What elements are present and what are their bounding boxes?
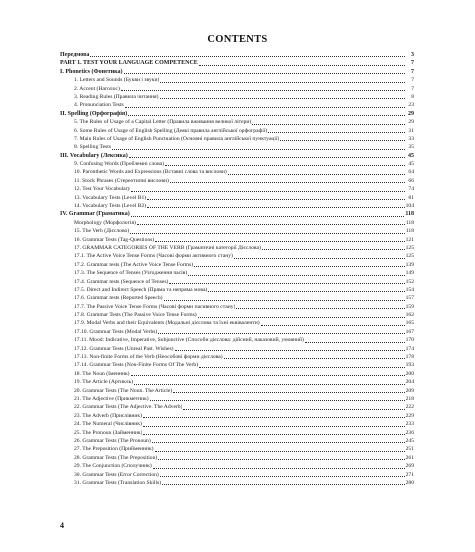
toc-entry [60, 395, 414, 403]
toc-entry [60, 437, 414, 445]
toc-leader-dots [121, 90, 405, 91]
toc-entry-page: 121 [405, 236, 414, 243]
toc-entry-page: 149 [405, 270, 414, 277]
toc-entry-title: 17.7. The Passive Voice Tense Forms (Часові форми пасивного стану) [74, 303, 236, 310]
toc-leader-dots [199, 65, 405, 66]
toc-entry [60, 311, 414, 319]
toc-leader-dots [160, 98, 406, 99]
toc-entry-page: 261 [405, 454, 414, 461]
toc-leader-dots [155, 241, 404, 242]
toc-entry [60, 445, 414, 453]
toc-entry-page: 165 [405, 320, 414, 327]
toc-leader-dots [236, 308, 404, 309]
toc-entry-page: 45 [408, 152, 414, 159]
toc-leader-dots [153, 468, 405, 469]
toc-entry [60, 462, 414, 470]
toc-entry-title: 24. The Numeral (Числівник) [74, 421, 142, 428]
toc-entry [60, 345, 414, 353]
toc-entry [60, 361, 414, 369]
toc-entry [60, 269, 414, 277]
toc-leader-dots [130, 233, 405, 234]
toc-leader-dots [165, 165, 405, 166]
toc-leader-dots [228, 174, 405, 175]
toc-entry-page: 66 [408, 177, 414, 184]
toc-entry-page: 7 [411, 68, 414, 75]
toc-entry-page: 23 [408, 102, 414, 109]
toc-entry [60, 236, 414, 244]
toc-entry-page: 118 [405, 219, 414, 226]
toc-entry-title: 18. The Noun (Іменник) [74, 370, 130, 377]
toc-leader-dots [164, 300, 405, 301]
toc-leader-dots [208, 291, 404, 292]
toc-entry-page: 7 [411, 77, 414, 84]
toc-entry-page: 118 [405, 228, 414, 235]
toc-entry-title: 13. Vocabulary Tests (Level B1) [74, 194, 147, 201]
toc-entry-page: 125 [405, 253, 414, 260]
toc-leader-dots [188, 275, 404, 276]
toc-leader-dots [305, 342, 405, 343]
toc-entry-page: 45 [408, 161, 414, 168]
toc-entry-page: 29 [408, 110, 414, 117]
toc-leader-dots [268, 132, 405, 133]
toc-entry-page: 245 [405, 437, 414, 444]
toc-entry-page: 154 [405, 286, 414, 293]
toc-entry-title: 9. Confusing Words (Проблемні слова) [74, 161, 165, 168]
toc-leader-dots [129, 157, 405, 158]
toc-entry [60, 202, 414, 210]
toc-entry-title: 17.2. Grammar tests (The Active Voice Tense Forms) [74, 261, 194, 268]
toc-entry-page: 204 [405, 379, 414, 386]
toc-entry-page: 31 [408, 127, 414, 134]
toc-entry-page: 152 [405, 278, 414, 285]
toc-entry-page: 29 [408, 119, 414, 126]
toc-entry-title: 25. The Pronoun (Займенник) [74, 429, 143, 436]
toc-leader-dots [234, 258, 405, 259]
toc-entry-page: 104 [405, 203, 414, 210]
toc-entry [60, 76, 414, 84]
toc-leader-dots [131, 375, 405, 376]
toc-entry-page: 269 [405, 463, 414, 470]
toc-leader-dots [143, 417, 405, 418]
toc-entry-title: 5. The Rules of Usage of a Capital Letter (Правила вживання великої літери) [74, 119, 252, 126]
toc-entry-title: I. Phonetics (Фонетика) [60, 68, 123, 75]
toc-entry [60, 110, 414, 118]
page-title: CONTENTS [207, 34, 268, 45]
toc-entry-page: 209 [405, 387, 414, 394]
toc-entry-title: Передмова [60, 51, 90, 58]
toc-entry-page: 280 [405, 479, 414, 486]
toc-entry-title: 16. Grammar Tests (Tag-Questions) [74, 236, 155, 243]
toc-entry [60, 479, 414, 487]
toc-leader-dots [147, 199, 405, 200]
toc-leader-dots [224, 358, 405, 359]
toc-entry-title: 31. Grammar Tests (Translation Skills) [74, 479, 162, 486]
toc-leader-dots [199, 367, 405, 368]
toc-entry-title: 17.4. Grammar tests (Sequence of Tenses) [74, 278, 169, 285]
toc-leader-dots [169, 283, 404, 284]
toc-leader-dots [158, 459, 404, 460]
toc-leader-dots [143, 434, 404, 435]
toc-entry [60, 387, 414, 395]
toc-entry-title: 17. GRAMMAR CATEGORIES OF THE VERB (Граматичні категорії Дієслова) [74, 244, 261, 251]
toc-entry-title: III. Vocabulary (Лексика) [60, 152, 128, 159]
toc-entry-title: 11. Stock Phrases (Стереотипні вислови) [74, 177, 169, 184]
toc-leader-dots [175, 350, 405, 351]
toc-entry-title: 1. Letters and Sounds (Букви і звуки) [74, 77, 160, 84]
toc-entry-page: 193 [405, 362, 414, 369]
toc-entry [60, 118, 414, 126]
toc-entry [60, 303, 414, 311]
toc-entry [60, 403, 414, 411]
toc-entry-title: 8. Spelling Tests [74, 144, 111, 151]
toc-entry [60, 51, 414, 59]
toc-leader-dots [125, 107, 405, 108]
toc-entry-page: 125 [405, 244, 414, 251]
toc-entry-page: 7 [411, 85, 414, 92]
toc-entry-title: 17.11. Mood: Indicative, Imperative, Subjunctive (Способи дієслова: дійсний, наказовий, умовний) [74, 337, 304, 344]
toc-entry [60, 261, 414, 269]
toc-entry-title: IV. Grammar (Граматика) [60, 211, 130, 218]
toc-entry-title: 7. Main Rules of Usage of English Punctuation (Основні правила англійської пунктуації) [74, 135, 280, 142]
toc-entry-title: 20. Grammar Tests (The Noun. The Article) [74, 387, 173, 394]
toc-leader-dots [252, 124, 405, 125]
toc-entry-title: 26. Grammar Tests (The Pronoun) [74, 437, 151, 444]
toc-entry-page: 236 [405, 429, 414, 436]
toc-entry [60, 328, 414, 336]
toc-entry [60, 135, 414, 143]
toc-leader-dots [160, 82, 405, 83]
toc-entry-page: 229 [405, 412, 414, 419]
toc-entry-title: 17.9. Modal Verbs and their Equivalents (Модальні дієслова та їхні еквіваленти) [74, 320, 260, 327]
toc-entry-page: 7 [411, 60, 414, 67]
toc-entry-page: 233 [405, 421, 414, 428]
toc-leader-dots [112, 149, 405, 150]
toc-entry [60, 286, 414, 294]
toc-leader-dots [262, 249, 405, 250]
toc-entry [60, 160, 414, 168]
toc-leader-dots [280, 140, 405, 141]
toc-entry [60, 244, 414, 252]
toc-entry [60, 278, 414, 286]
toc-entry [60, 454, 414, 462]
toc-entry-title: 14. Vocabulary Tests (Level B2) [74, 203, 147, 210]
toc-entry-page: 33 [408, 135, 414, 142]
toc-entry [60, 177, 414, 185]
toc-entry [60, 219, 414, 227]
toc-leader-dots [124, 73, 405, 74]
toc-leader-dots [150, 400, 405, 401]
toc-entry-title: II. Spelling (Орфографія) [60, 110, 128, 117]
toc-entry-title: 19. The Article (Артикль) [74, 379, 133, 386]
toc-entry-title: 30. Grammar Tests (Error Correction) [74, 471, 159, 478]
toc-entry [60, 353, 414, 361]
toc-entry-title: 22. Grammar Tests (The Adjective. The Adverb) [74, 404, 183, 411]
toc-entry-title: 21. The Adjective (Прикметник) [74, 396, 149, 402]
toc-entry [60, 210, 414, 218]
toc-leader-dots [134, 384, 405, 385]
toc-entry-title: 17.13. Non-finite Forms of the Verb (Неособові форми дієслова) [74, 354, 223, 361]
toc-leader-dots [90, 56, 405, 57]
toc-entry-page: 64 [408, 169, 414, 176]
toc-entry-title: 3. Reading Rules (Правила читання) [74, 93, 159, 100]
toc-entry-title: 17.3. The Sequence of Tenses (Узгодження часів) [74, 270, 188, 277]
toc-entry [60, 185, 414, 193]
toc-entry-title: 6. Some Rules of Usage of English Spelling (Деякі правила англійської орфографії) [74, 127, 268, 134]
toc-entry [60, 294, 414, 302]
toc-entry-page: 159 [405, 303, 414, 310]
toc-entry-page: 251 [405, 446, 414, 453]
toc-leader-dots [198, 317, 405, 318]
toc-entry-title: 4. Pronunciation Tests [74, 102, 124, 109]
toc-entry-page: 178 [405, 354, 414, 361]
toc-leader-dots [152, 442, 405, 443]
toc-entry [60, 471, 414, 479]
toc-leader-dots [170, 182, 405, 183]
toc-entry-title: 17.5. Direct and Indirect Speech (Пряма та непряма мова) [74, 286, 208, 293]
toc-leader-dots [131, 191, 405, 192]
toc-leader-dots [128, 115, 405, 116]
toc-entry-page: 118 [405, 211, 414, 218]
toc-entry [60, 59, 414, 67]
toc-entry-title: 12. Test Your Vocabulary [74, 186, 131, 193]
toc-entry [60, 127, 414, 135]
toc-entry-title: 27. The Preposition (Прийменник) [74, 446, 154, 453]
toc-leader-dots [143, 426, 405, 427]
toc-entry-title: 17.10. Grammar Tests (Modal Verbs) [74, 328, 158, 335]
toc-entry-title: 29. The Conjunction (Сполучник) [74, 463, 152, 470]
toc-entry [60, 420, 414, 428]
toc-entry-page: 81 [408, 194, 414, 201]
toc-leader-dots [173, 392, 404, 393]
toc-entry-title: PART 1. TEST YOUR LANGUAGE COMPETENCE [60, 60, 198, 67]
toc-entry-page: 222 [405, 404, 414, 411]
toc-entry-page: 139 [405, 261, 414, 268]
toc-entry-page: 162 [405, 312, 414, 319]
toc-entry [60, 168, 414, 176]
toc-entry-title: 28. Grammar Tests (The Preposition) [74, 454, 158, 461]
table-of-contents [60, 51, 414, 487]
toc-entry [60, 152, 414, 160]
toc-entry [60, 378, 414, 386]
toc-entry-title: 15. The Verb (Дієслово) [74, 228, 130, 235]
toc-entry [60, 93, 414, 101]
toc-entry-title: 17.6. Grammar tests (Reported Speech) [74, 295, 163, 302]
toc-entry-page: 170 [405, 337, 414, 344]
toc-entry [60, 320, 414, 328]
toc-leader-dots [155, 451, 405, 452]
toc-entry-page: 218 [405, 396, 414, 402]
toc-entry-title: 10. Paronthetic Words and Expressions (Вставні слова та вислови) [74, 169, 227, 176]
toc-entry [60, 336, 414, 344]
toc-entry [60, 143, 414, 151]
toc-entry-title: 17.14. Grammar Tests (Non-Finite Forms Of The Verb) [74, 362, 199, 369]
toc-entry-page: 174 [405, 345, 414, 352]
toc-entry-title: 17.8. Grammar Tests (The Passive Voice Tense Forms) [74, 312, 197, 319]
toc-entry [60, 101, 414, 109]
toc-leader-dots [160, 476, 405, 477]
toc-entry-page: 167 [405, 328, 414, 335]
toc-leader-dots [131, 216, 405, 217]
toc-entry [60, 252, 414, 260]
toc-entry-title: 17.1. The Active Voice Tense Forms (Часові форми активного стану) [74, 253, 233, 260]
toc-entry-title: 2. Accent (Наголос) [74, 85, 120, 92]
toc-entry [60, 429, 414, 437]
toc-entry-page: 271 [405, 471, 414, 478]
toc-entry-page: 157 [405, 295, 414, 302]
toc-entry [60, 412, 414, 420]
toc-entry-page: 3 [411, 51, 414, 58]
toc-leader-dots [194, 266, 405, 267]
toc-leader-dots [183, 409, 404, 410]
toc-entry [60, 68, 414, 76]
toc-entry [60, 194, 414, 202]
toc-leader-dots [158, 333, 404, 334]
toc-leader-dots [137, 224, 405, 225]
toc-entry-title: 23. The Adverb (Прислівник) [74, 412, 142, 419]
toc-entry-page: 35 [408, 144, 414, 151]
toc-entry [60, 227, 414, 235]
toc-entry-page: 8 [411, 93, 414, 100]
toc-entry-title: 17.12. Grammar Tests (Unreal Past. Wishes) [74, 345, 174, 352]
toc-entry-title: Morphology (Морфологія) [74, 219, 136, 226]
toc-entry [60, 370, 414, 378]
toc-leader-dots [162, 484, 405, 485]
page-number: 4 [60, 521, 64, 530]
toc-leader-dots [147, 207, 404, 208]
toc-entry-page: 74 [408, 186, 414, 193]
toc-leader-dots [261, 325, 405, 326]
toc-entry [60, 85, 414, 93]
toc-entry-page: 200 [405, 370, 414, 377]
